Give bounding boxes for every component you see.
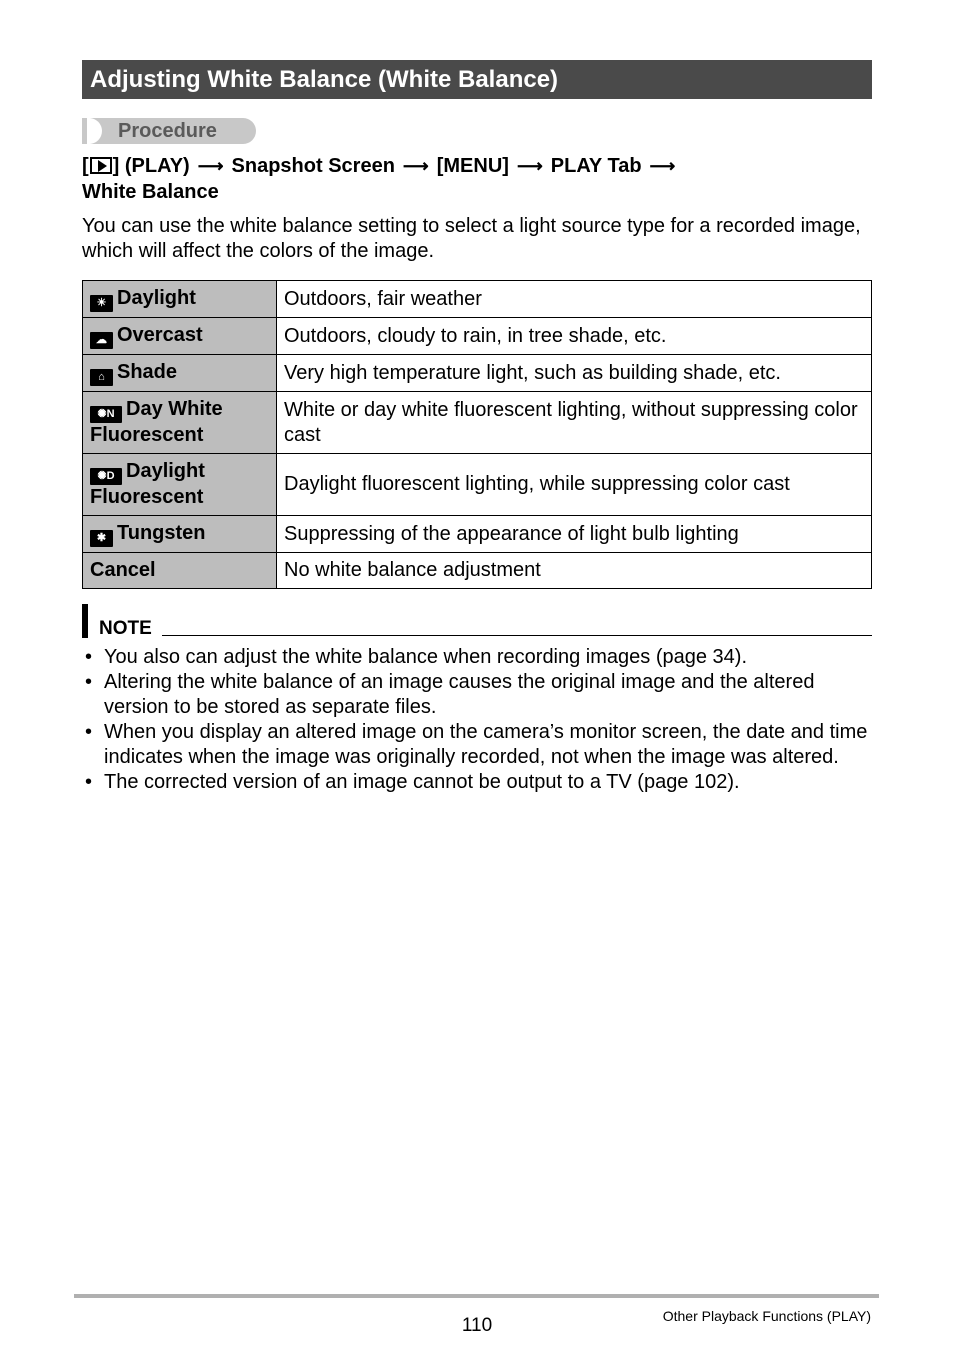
page-title: Adjusting White Balance (White Balance): [90, 65, 559, 93]
table-cell-description: White or day white fluorescent lighting, without suppressing color cast: [277, 392, 872, 454]
nav-step-menu: [MENU]: [436, 155, 509, 177]
bullet-icon: •: [85, 771, 93, 793]
procedure-tag: [82, 118, 256, 144]
daylight-icon: ☀: [90, 295, 113, 312]
table-label-text: Daylight Fluorescent: [90, 460, 205, 508]
footer-section-name: Other Playback Functions (PLAY): [662, 1308, 871, 1324]
table-cell-label: [83, 355, 277, 392]
table-row: [83, 355, 872, 392]
overcast-icon: ☁: [90, 332, 113, 349]
nav-step-white-balance: White Balance: [82, 181, 219, 203]
arrow-icon: ⟶: [197, 156, 224, 176]
table-cell-description: Outdoors, cloudy to rain, in tree shade, etc.: [277, 318, 872, 355]
procedure-label: Procedure: [118, 119, 217, 142]
table-label-text: Cancel: [90, 559, 156, 581]
nav-step-snapshot-screen: Snapshot Screen: [231, 155, 395, 177]
footer-divider: [74, 1294, 879, 1298]
bullet-icon: •: [85, 721, 93, 743]
note-text: When you display an altered image on the camera’s monitor screen, the date and time indicates when the image was originally recorded, not when the image was altered.: [104, 721, 868, 768]
arrow-icon: ⟶: [649, 156, 676, 176]
arrow-icon: ⟶: [402, 156, 429, 176]
table-label-text: Overcast: [117, 324, 203, 346]
table-cell-label: [83, 516, 277, 553]
table-row: [83, 516, 872, 553]
table-cell-label: [83, 454, 277, 516]
table-cell-label: [83, 392, 277, 454]
list-item: [82, 670, 872, 720]
note-text: The corrected version of an image cannot be output to a TV (page 102).: [104, 771, 740, 793]
page-number: 110: [461, 1315, 493, 1336]
list-item: [82, 645, 872, 670]
section-title-bar: [82, 60, 872, 99]
note-header: [82, 604, 872, 638]
note-list: [82, 645, 872, 795]
note-label: NOTE: [99, 618, 152, 639]
table-cell-description: Suppressing of the appearance of light bulb lighting: [277, 516, 872, 553]
note-text: Altering the white balance of an image causes the original image and the altered version to be stored as separate files.: [104, 671, 815, 718]
nav-step-play-tab: PLAY Tab: [550, 155, 642, 177]
bullet-icon: •: [85, 646, 93, 668]
list-item: [82, 720, 872, 770]
table-row: [83, 318, 872, 355]
table-row: [83, 454, 872, 516]
table-row: [83, 392, 872, 454]
table-cell-description: Outdoors, fair weather: [277, 281, 872, 318]
day-white-fluorescent-icon: ✺N: [90, 406, 122, 423]
white-balance-table: [82, 280, 872, 589]
table-row: [83, 553, 872, 589]
table-cell-description: No white balance adjustment: [277, 553, 872, 589]
table-label-text: Day White Fluorescent: [90, 398, 223, 446]
table-label-text: Shade: [117, 361, 178, 383]
daylight-fluorescent-icon: ✺D: [90, 468, 122, 485]
shade-icon: ⌂: [90, 369, 113, 386]
table-label-text: Tungsten: [117, 522, 206, 544]
table-cell-label: [83, 318, 277, 355]
navigation-path: [ ] (PLAY) ⟶ Snapshot Screen ⟶ [MENU] ⟶ PLAY Tab ⟶ White Balance: [82, 155, 676, 203]
table-row: [83, 281, 872, 318]
table-label-text: Daylight: [117, 287, 196, 309]
bullet-icon: •: [85, 671, 93, 693]
table-cell-description: Very high temperature light, such as building shade, etc.: [277, 355, 872, 392]
tungsten-icon: ✱: [90, 530, 113, 547]
arrow-icon: ⟶: [516, 156, 543, 176]
list-item: [82, 770, 872, 795]
intro-paragraph: You can use the white balance setting to select a light source type for a recorded image, which will affect the colors of the image.: [82, 215, 861, 262]
play-icon: [90, 157, 112, 174]
table-cell-description: Daylight fluorescent lighting, while suppressing color cast: [277, 454, 872, 516]
note-text: You also can adjust the white balance when recording images (page 34).: [104, 646, 748, 668]
table-cell-label: [83, 553, 277, 589]
table-cell-label: [83, 281, 277, 318]
